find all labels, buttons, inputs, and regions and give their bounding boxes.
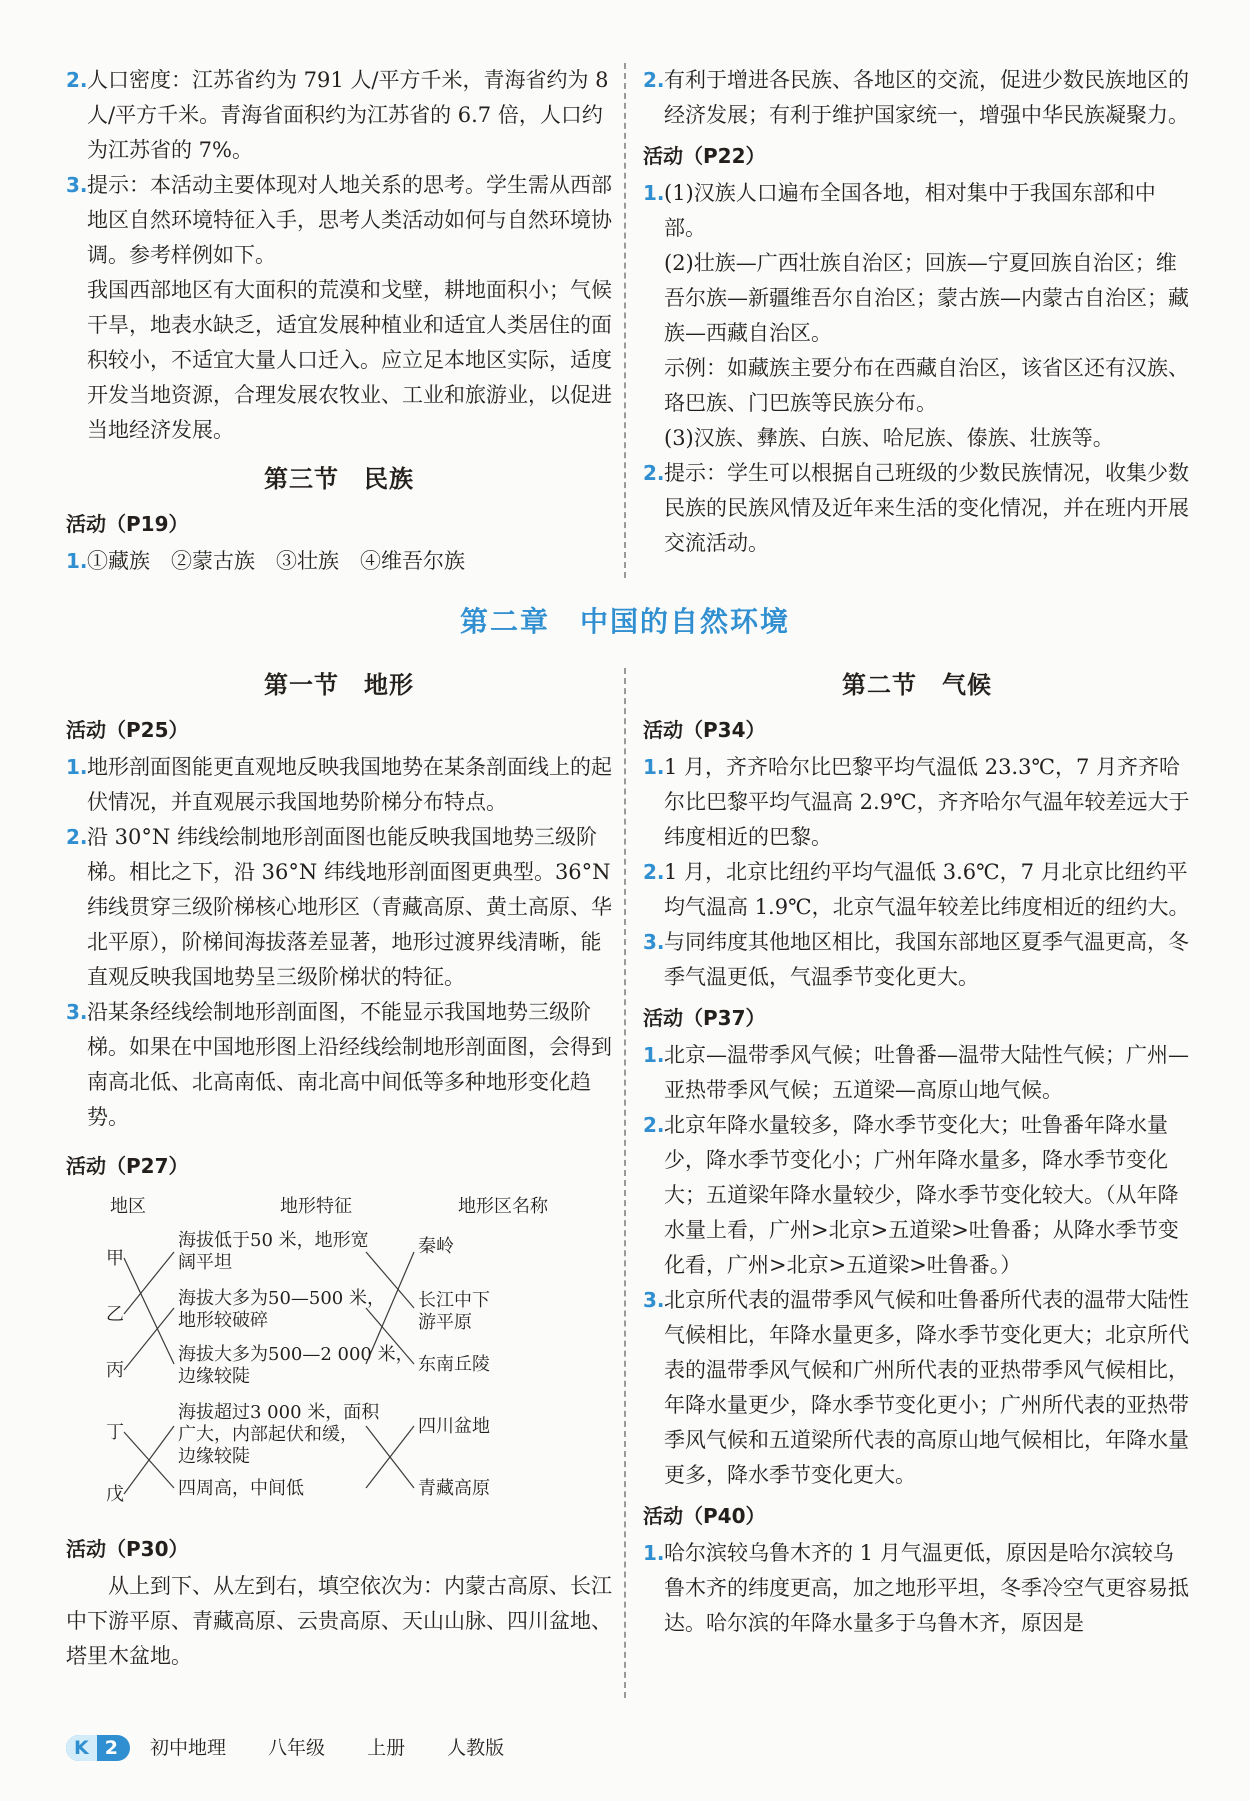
column-divider-top [624,63,626,578]
terrain-matching-diagram [66,1188,612,1528]
answer-item [66,750,612,820]
book-info [150,1731,526,1766]
answer-item [66,995,612,1135]
feature-label: 阔平坦 [178,1252,232,1273]
column-divider-bottom [624,668,626,1698]
activity-heading: 活动（P37） [643,1006,766,1030]
answer-text: (3)汉族、彝族、白族、哈尼族、傣族、壮族等。 [664,426,1114,450]
answer-text: (1)汉族人口遍布全国各地，相对集中于我国东部和中部。 [664,181,1156,240]
answer-text: 地形剖面图能更直观地反映我国地势在某条剖面线上的起伏情况，并直观展示我国地势阶梯分布特点。 [87,755,612,814]
activity-heading: 活动（P22） [643,144,766,168]
feature-label: 海拔低于50 米，地形宽 [178,1230,369,1251]
item-number: 1. [643,1043,665,1067]
page-footer [66,1733,526,1763]
answer-text: 1 月，北京比纽约平均气温低 3.6℃，7 月北京比纽约平均气温高 1.9℃，北京气温年较差比纬度相近的纽约大。 [664,860,1190,919]
answer-text: 与同纬度其他地区相比，我国东部地区夏季气温更高，冬季气温更低，气温季节变化更大。 [664,930,1189,989]
matching-line [124,1426,174,1494]
page-number: 2 [104,1737,118,1759]
item-number: 3. [66,173,88,197]
matching-line [124,1258,174,1364]
answer-text: 1 月，齐齐哈尔比巴黎平均气温低 23.3℃，7 月齐齐哈尔比巴黎平均气温高 2.9℃，齐齐哈尔气温年较差远大于纬度相近的巴黎。 [664,755,1190,849]
item-number: 1. [66,755,88,779]
region-labels [106,1248,124,1505]
region-label: 乙 [106,1304,124,1325]
answer-item [643,1038,1191,1108]
answer-item [643,750,1191,855]
feature-label: 地形较破碎 [178,1310,268,1331]
answer-text: 沿某条经线绘制地形剖面图，不能显示我国地势三级阶梯。如果在中国地形图上沿经线绘制地形剖面图，会得到南高北低、北高南低、南北高中间低等多种地形变化趋势。 [87,1000,612,1129]
section-title: 第二节 气候 [842,671,992,699]
diagram-col-header: 地形区名称 [458,1196,548,1217]
matching-line [124,1252,174,1314]
feature-label: 海拔大多为50—500 米， [178,1288,385,1309]
feature-label: 边缘较陡 [178,1366,250,1387]
landform-name-label: 游平原 [418,1312,472,1333]
book-subject: 初中地理 [149,1736,226,1759]
answer-item [643,1536,1191,1641]
answer-text: 哈尔滨较乌鲁木齐的 1 月气温更低，原因是哈尔滨较乌鲁木齐的纬度更高，加之地形平坦，冬季冷空气更容易抵达。哈尔滨的年降水量多于乌鲁木齐，原因是 [664,1541,1189,1635]
book-grade: 八年级 [268,1736,326,1759]
item-number: 2. [643,1113,665,1137]
region-label: 丙 [106,1360,124,1381]
answer-text: 沿 30°N 纬线绘制地形剖面图也能反映我国地势三级阶梯。相比之下，沿 36°N 纬线地形剖面图更典型。36°N 纬线贯穿三级阶梯核心地形区（青藏高原、黄土高原、华北平原），阶梯间海拔落差显著，地形过渡界线清晰，能直观反映我国地势呈三级阶梯状的特征。 [87,825,612,989]
region-label: 戊 [106,1484,124,1505]
section-title: 第三节 民族 [264,465,414,493]
answer-item [66,820,612,995]
book-edition: 人教版 [447,1736,505,1759]
activity-heading: 活动（P34） [643,718,766,742]
answer-item [643,176,1191,456]
answer-text: 提示：学生可以根据自己班级的少数民族情况，收集少数民族的民族风情及近年来生活的变化情况，并在班内开展交流活动。 [664,461,1189,555]
answer-item [643,925,1191,995]
activity-heading: 活动（P19） [66,512,189,536]
item-number: 1. [66,549,88,573]
lower-right-column [643,668,1191,1641]
item-number: 2. [66,825,88,849]
answer-example: 我国西部地区有大面积的荒漠和戈壁，耕地面积小；气候干旱，地表水缺乏，适宜发展种植业和适宜人类居住的面积较小，不适宜大量人口迁入。应立足本地区实际，适度开发当地资源，合理发展农牧业、工业和旅游业，以促进当地经济发展。 [87,278,612,442]
region-label: 丁 [106,1422,124,1443]
upper-left-column [66,63,612,579]
feature-label: 海拔大多为500—2 000 米， [178,1344,414,1365]
item-number: 3. [643,1288,665,1312]
feature-label: 四周高，中间低 [178,1478,304,1499]
feature-labels [178,1230,414,1499]
answer-text: 北京年降水量较多，降水季节变化大；吐鲁番年降水量少，降水季节变化小；广州年降水量多，降水季节变化大；五道梁年降水量较少，降水季节变化较大。（从年降水量上看，广州>北京>五道梁>吐鲁番；从降水季节变化看，广州>北京>五道梁>吐鲁番。） [664,1113,1179,1277]
diagram-col-header: 地区 [110,1196,146,1217]
answer-text: (2)壮族—广西壮族自治区；回族—宁夏回族自治区；维吾尔族—新疆维吾尔自治区；蒙古族—内蒙古自治区；藏族—西藏自治区。 [664,251,1189,345]
section-title: 第一节 地形 [264,671,414,699]
matching-line [124,1308,174,1370]
item-number: 2. [643,461,665,485]
answer-item [66,63,612,168]
answer-text: 示例：如藏族主要分布在西藏自治区，该省区还有汉族、珞巴族、门巴族等民族分布。 [664,356,1189,415]
item-number: 2. [643,68,665,92]
upper-right-column [643,63,1191,561]
badge-letter: K [66,1735,97,1761]
answer-text: 有利于增进各民族、各地区的交流，促进少数民族地区的经济发展；有利于维护国家统一，增强中华民族凝聚力。 [664,68,1189,127]
landform-name-label: 长江中下 [418,1290,490,1311]
feature-label: 边缘较陡 [178,1446,250,1467]
item-number: 3. [643,930,665,954]
activity-heading: 活动（P27） [66,1154,189,1178]
answer-text: 北京所代表的温带季风气候和吐鲁番所代表的温带大陆性气候相比，年降水量更多，降水季节变化更大；北京所代表的温带季风气候和广州所代表的亚热带季风气候相比，年降水量更少，降水季节变化更小；广州所代表的亚热带季风气候和五道梁所代表的高原山地气候相比，年降水量更多，降水季节变化更大。 [664,1288,1189,1487]
activity-heading: 活动（P30） [66,1537,189,1561]
answer-item [66,544,612,579]
landform-name-labels [418,1236,490,1499]
answer-item [643,456,1191,561]
region-label: 甲 [106,1248,124,1269]
lower-left-column [66,668,612,1674]
landform-name-label: 四川盆地 [418,1416,490,1437]
landform-name-label: 秦岭 [418,1236,454,1257]
answer-item [643,855,1191,925]
item-number: 1. [643,1541,665,1565]
item-number: 1. [643,181,665,205]
chapter-title: 第二章 中国的自然环境 [459,605,790,638]
landform-name-label: 青藏高原 [418,1478,490,1499]
diagram-col-header: 地形特征 [280,1196,352,1217]
feature-label: 广大，内部起伏和缓， [178,1424,358,1445]
item-number: 2. [66,68,88,92]
answer-text: 北京—温带季风气候；吐鲁番—温带大陆性气候；广州—亚热带季风气候；五道梁—高原山地气候。 [664,1043,1189,1102]
activity-heading: 活动（P25） [66,718,189,742]
book-volume: 上册 [367,1736,406,1759]
answer-text: 从上到下、从左到右，填空依次为：内蒙古高原、长江中下游平原、青藏高原、云贵高原、天山山脉、四川盆地、塔里木盆地。 [66,1574,612,1668]
answer-item [643,1108,1191,1283]
answer-text: 人口密度：江苏省约为 791 人/平方千米，青海省约为 8 人/平方千米。青海省面积约为江苏省的 6.7 倍，人口约为江苏省的 7%。 [87,68,609,162]
answer-item [643,63,1191,133]
answer-item [66,168,612,273]
landform-name-label: 东南丘陵 [418,1354,490,1375]
activity-heading: 活动（P40） [643,1504,766,1528]
answer-text: 提示：本活动主要体现对人地关系的思考。学生需从西部地区自然环境特征入手，思考人类活动如何与自然环境协调。参考样例如下。 [87,173,612,267]
page-badge [66,1735,130,1761]
answer-item [643,1283,1191,1493]
item-number: 3. [66,1000,88,1024]
feature-label: 海拔超过3 000 米，面积 [178,1402,380,1423]
item-number: 2. [643,860,665,884]
answer-text: ①藏族 ②蒙古族 ③壮族 ④维吾尔族 [87,549,465,573]
item-number: 1. [643,755,665,779]
